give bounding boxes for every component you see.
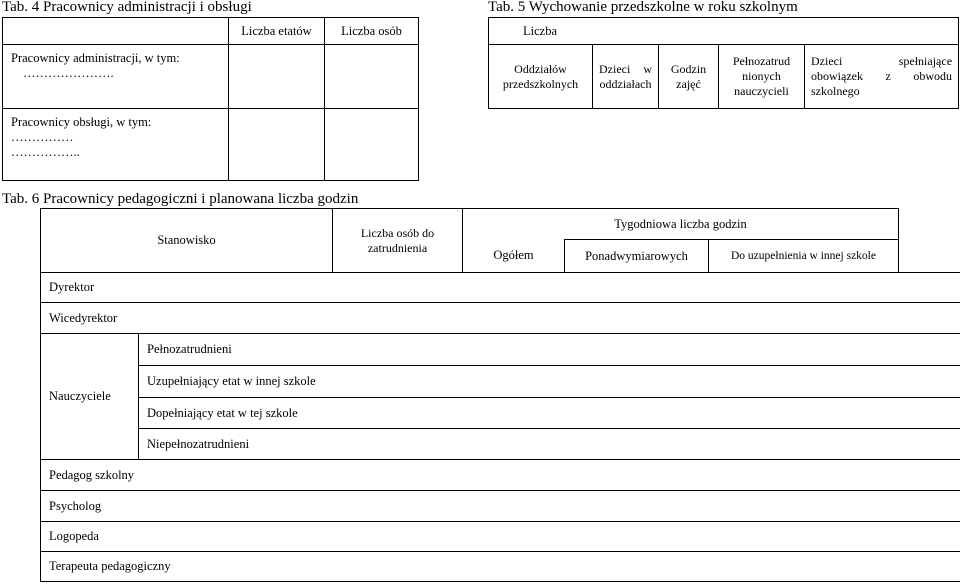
tab4-title: Tab. 4 Pracownicy administracji i obsługi [2, 0, 252, 15]
tab6-header-ogolem: Ogółem [463, 240, 565, 273]
tab6-header-tygodniowa: Tygodniowa liczba godzin [463, 209, 899, 240]
tab6-sub-dopel: Dopełniający etat w tej szkole [139, 398, 960, 429]
tab4-row-admin-label: Pracownicy administracji, w tym: [11, 51, 180, 65]
tab4-row-obsl-dots1: …………… [11, 130, 74, 144]
tab5-col-dzieci [593, 45, 659, 109]
tab6-sub-uzup: Uzupełniający etat w innej szkole [139, 366, 960, 398]
tab6-row-dyrektor: Dyrektor [41, 273, 960, 303]
tab6-sub-niepelno: Niepełnozatrudnieni [139, 429, 960, 460]
tab6-row-wicedyrektor: Wicedyrektor [41, 303, 960, 334]
tab6-row-pedagog: Pedagog szkolny [41, 460, 960, 491]
tab5-col-pelno-line3: nauczycieli [734, 84, 789, 98]
tab6-header-ponad: Ponadwymiarowych [565, 240, 709, 273]
tab6-row-nauczyciele: Nauczyciele [41, 334, 139, 460]
tab4-header-blank [3, 18, 229, 45]
tab5-col-pelno-line1: Pełnozatrud [732, 54, 791, 68]
tab5-col-dzieci-line2: oddziałach [599, 76, 652, 91]
tab6-row-terapeuta: Terapeuta pedagogiczny [41, 552, 960, 582]
tab4-header-osob: Liczba osób [325, 18, 419, 45]
tab5-col-pelno-line2: nionych [742, 69, 781, 83]
tab5-liczba: Liczba [489, 18, 959, 45]
tab4-obsl-etatow-cell [229, 109, 325, 181]
tab5-col-oddzialow-line1: Oddziałów [514, 61, 567, 76]
tab5-col-spelniajace [805, 45, 959, 109]
tab6-row-psycholog: Psycholog [41, 491, 960, 522]
tab6-header-stanowisko: Stanowisko [41, 209, 333, 273]
tab6-header-douzup: Do uzupełnienia w innej szkole [709, 240, 899, 273]
tab5-col-godzin-line1: Godzin [670, 61, 707, 76]
tab4-admin-etatow-cell [229, 45, 325, 109]
tab5-col-spel-line3: szkolnego [811, 84, 860, 98]
tab4-row-obsl [3, 109, 229, 181]
tab6-body-table [40, 272, 960, 582]
tab5-col-godzin [659, 45, 719, 109]
tab5-col-spel-line2: obowiązek z obwodu [811, 69, 953, 83]
tab5-col-pelno [719, 45, 805, 109]
tab4-row-admin [3, 45, 229, 109]
tab5-col-oddzialow-line2: przedszkolnych [502, 76, 579, 91]
tab4-table [2, 17, 419, 181]
tab4-row-obsl-label: Pracownicy obsługi, w tym: [11, 115, 152, 129]
tab5-col-dzieci-line1: Dzieci w [599, 61, 652, 76]
tab6-title: Tab. 6 Pracownicy pedagogiczni i planowana liczba godzin [2, 191, 359, 207]
tab6-sub-pelno: Pełnozatrudnieni [139, 334, 960, 366]
tab6-header-liczba-line1: Liczba osób do [360, 225, 435, 240]
tab5-col-godzin-line2: zajęć [676, 76, 701, 91]
tab5-table [488, 17, 959, 109]
tab6-header-liczba [333, 209, 463, 273]
tab4-admin-osob-cell [325, 45, 419, 109]
tab6-header-liczba-line2: zatrudnienia [367, 240, 428, 255]
tab4-row-obsl-dots2: …………….. [11, 145, 80, 159]
tab4-header-etatow: Liczba etatów [229, 18, 325, 45]
tab5-title: Tab. 5 Wychowanie przedszkolne w roku szkolnym [488, 0, 798, 15]
tab5-col-oddzialow [489, 45, 593, 109]
tab6-header-table [40, 208, 899, 273]
tab4-obsl-osob-cell [325, 109, 419, 181]
tab4-row-admin-dots: …………………. [23, 66, 114, 80]
tab6-row-logopeda: Logopeda [41, 522, 960, 552]
tab5-col-spel-line1: Dzieci spełniające [811, 54, 953, 68]
